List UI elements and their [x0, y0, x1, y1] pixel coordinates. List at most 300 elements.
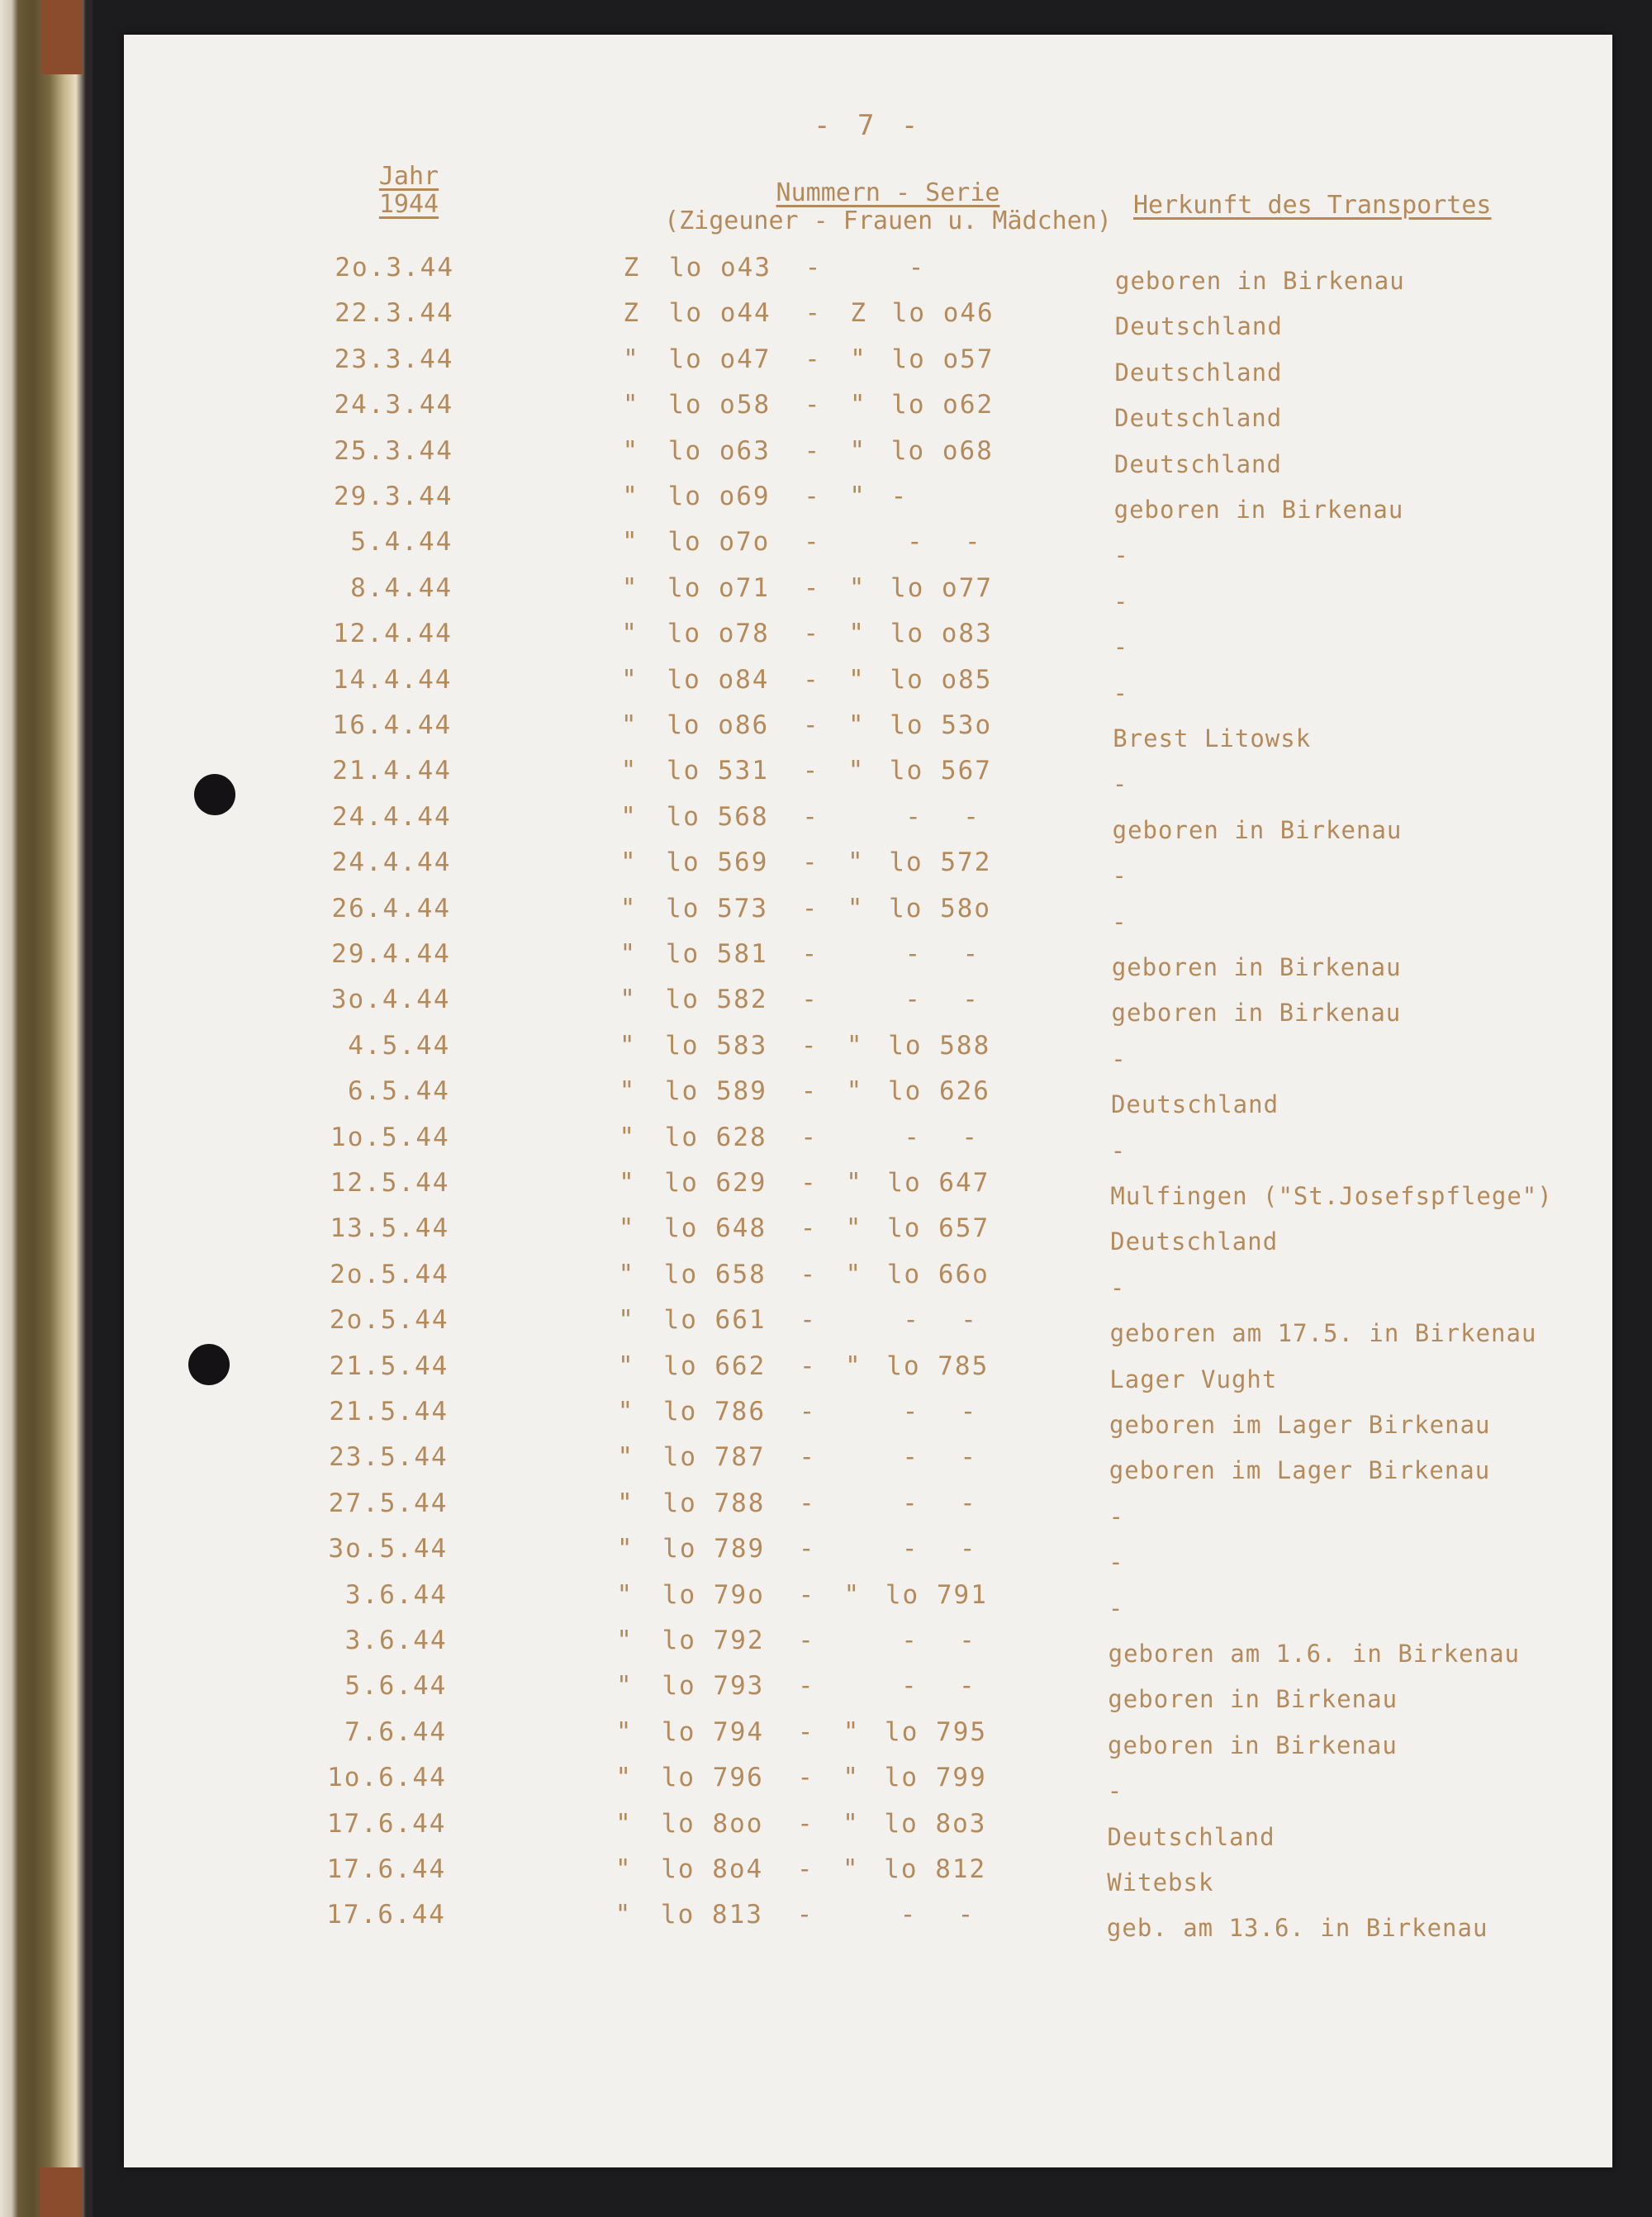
table-row: [124, 251, 1612, 296]
row-number-start: lo o78: [667, 619, 770, 649]
row-dash: -: [802, 710, 820, 740]
table-row: [118, 1350, 1607, 1394]
row-prefix-start: ": [618, 1213, 636, 1244]
row-date: 21.5.44: [329, 1397, 449, 1427]
row-prefix-end: ": [842, 1854, 860, 1884]
row-date: 23.3.44: [334, 344, 454, 374]
table-row: [116, 1898, 1604, 1943]
row-dash: -: [964, 527, 982, 558]
row-prefix-end: ": [849, 390, 867, 420]
row-number-start: lo 589: [664, 1076, 767, 1107]
row-date: 7.6.44: [344, 1716, 448, 1747]
row-origin: geboren in Birkenau: [1111, 999, 1402, 1028]
row-date: 12.4.44: [333, 619, 453, 649]
table-row: [116, 1669, 1605, 1714]
row-origin: -: [1110, 1136, 1127, 1165]
row-number-start: lo o47: [668, 344, 771, 374]
row-dash: -: [908, 253, 926, 282]
row-prefix-start: ": [616, 1579, 634, 1610]
row-origin: -: [1111, 1044, 1127, 1073]
row-number-end: lo 812: [884, 1854, 987, 1884]
row-prefix-start: ": [615, 1671, 634, 1702]
row-origin: Mulfingen ("St.Josefspflege"): [1110, 1182, 1553, 1210]
row-prefix-start: ": [617, 1397, 635, 1427]
table-row: [121, 846, 1609, 890]
table-row: [121, 938, 1609, 982]
table-row: [121, 983, 1609, 1028]
binder-edge: [0, 0, 93, 2217]
row-number-end: lo 795: [885, 1716, 988, 1747]
row-date: 24.4.44: [331, 847, 452, 878]
row-date: 5.6.44: [344, 1671, 448, 1702]
row-dash: -: [961, 1122, 980, 1152]
row-number-end: lo o83: [890, 619, 993, 649]
table-row: [121, 709, 1610, 753]
row-prefix-end: ": [848, 619, 866, 649]
row-origin: geboren in Birkenau: [1113, 496, 1404, 524]
row-date: 5.4.44: [350, 527, 453, 558]
row-prefix-start: ": [617, 1351, 635, 1381]
binder-tab-bottom: [40, 2167, 83, 2217]
row-dash: -: [958, 1671, 976, 1702]
table-row: [122, 617, 1611, 662]
row-number-start: lo 569: [666, 847, 769, 878]
row-prefix-start: ": [620, 847, 638, 878]
row-date: 27.5.44: [328, 1488, 449, 1518]
row-date: 17.6.44: [326, 1900, 446, 1930]
row-origin: geboren im Lager Birkenau: [1108, 1456, 1491, 1485]
row-date: 3o.5.44: [328, 1534, 449, 1564]
row-prefix-start: ": [618, 1305, 635, 1336]
row-dash: -: [963, 801, 980, 832]
row-prefix-start: ": [622, 435, 640, 466]
row-prefix-start: ": [620, 756, 638, 786]
row-number-start: lo 628: [664, 1122, 767, 1152]
row-number-end: lo o62: [891, 390, 995, 420]
row-prefix-end: ": [843, 1579, 862, 1610]
row-dash: -: [797, 1716, 815, 1747]
row-number-end: lo 567: [889, 756, 992, 786]
row-number-end: lo 791: [885, 1579, 988, 1610]
table-row: [119, 1303, 1607, 1348]
row-dash: -: [901, 1626, 919, 1655]
row-dash: -: [798, 1626, 815, 1655]
row-number-start: lo o63: [667, 435, 771, 466]
row-number-end: lo o46: [891, 298, 995, 329]
row-number-end: lo 58o: [889, 893, 992, 923]
row-date: 26.4.44: [331, 893, 452, 923]
binder-tab: [41, 0, 83, 74]
header-series-column: [632, 179, 1144, 235]
table-row: [117, 1578, 1606, 1623]
row-origin: Deutschland: [1107, 1822, 1275, 1851]
row-date: 21.5.44: [329, 1351, 449, 1381]
row-number-start: lo o7o: [667, 527, 771, 558]
row-dash: -: [903, 1305, 920, 1336]
header-series-subtitle: (Zigeuner - Frauen u. Mädchen): [664, 207, 1112, 235]
row-prefix-start: ": [616, 1626, 634, 1655]
row-number-start: lo 648: [664, 1213, 767, 1244]
table-row: [116, 1716, 1605, 1760]
row-date: 3.6.44: [344, 1579, 448, 1610]
row-number-start: lo 658: [663, 1259, 767, 1289]
table-row: [122, 525, 1611, 570]
row-number-start: lo 79o: [662, 1579, 765, 1610]
row-dash: -: [803, 527, 821, 558]
header-jahr: Jahr: [378, 162, 439, 191]
row-dash: -: [799, 1442, 817, 1473]
row-prefix-start: ": [620, 985, 637, 1015]
row-prefix-start: ": [620, 710, 638, 740]
row-origin: geb. am 13.6. in Birkenau: [1106, 1914, 1488, 1943]
row-number-end: lo 799: [884, 1763, 987, 1793]
row-date: 2o.3.44: [335, 253, 454, 282]
row-origin: geboren in Birkenau: [1108, 1685, 1398, 1714]
row-number-end: lo 647: [887, 1168, 990, 1198]
row-date: 23.5.44: [329, 1442, 449, 1473]
row-prefix-end: ": [847, 710, 866, 740]
row-number-start: lo 8o4: [661, 1854, 764, 1884]
row-origin: Brest Litowsk: [1113, 724, 1312, 752]
table-row: [120, 1029, 1608, 1074]
table-row: [117, 1532, 1606, 1577]
row-dash: -: [902, 1397, 920, 1427]
row-prefix-start: Z: [623, 298, 641, 329]
row-origin: Deutschland: [1113, 449, 1282, 478]
row-origin: geboren am 17.5. in Birkenau: [1109, 1319, 1537, 1348]
row-dash: -: [900, 1671, 919, 1702]
row-origin: -: [1108, 1502, 1124, 1531]
row-dash: -: [797, 1808, 814, 1839]
table-row: [123, 434, 1612, 479]
row-prefix-start: ": [615, 1716, 634, 1747]
row-number-end: lo 572: [889, 847, 992, 878]
row-prefix-start: ": [615, 1808, 633, 1839]
row-dash: -: [801, 893, 819, 923]
row-prefix-start: ": [621, 664, 638, 695]
row-date: 1o.5.44: [330, 1122, 450, 1152]
row-origin: Deutschland: [1110, 1090, 1279, 1119]
row-prefix-start: ": [617, 1488, 634, 1518]
row-prefix-end: ": [844, 1351, 862, 1381]
row-dash: -: [797, 1671, 815, 1702]
row-number-start: lo 581: [665, 939, 768, 969]
row-origin: -: [1112, 770, 1128, 799]
row-number-start: lo o58: [668, 390, 771, 420]
table-row: [123, 343, 1612, 387]
row-prefix-start: ": [623, 344, 640, 374]
row-prefix-end: ": [848, 572, 866, 603]
row-origin: -: [1109, 1273, 1126, 1302]
row-dash: -: [800, 1305, 817, 1336]
row-prefix-end: ": [849, 482, 866, 511]
row-prefix-start: ": [618, 1259, 636, 1289]
row-dash: -: [800, 1168, 818, 1198]
row-dash: -: [905, 801, 923, 832]
row-prefix-start: ": [621, 572, 639, 603]
row-date: 29.3.44: [333, 482, 453, 511]
row-origin: -: [1112, 907, 1127, 936]
row-dash: -: [960, 1442, 978, 1473]
row-number-start: lo o43: [669, 253, 771, 282]
row-prefix-start: ": [619, 1122, 637, 1152]
table-row: [121, 800, 1610, 845]
table-row: [116, 1853, 1604, 1897]
table-row: [119, 1258, 1607, 1303]
table-row: [116, 1761, 1605, 1806]
row-prefix-start: ": [621, 527, 639, 558]
row-dash: -: [803, 619, 821, 649]
row-dash: -: [904, 1122, 922, 1152]
row-dash: -: [798, 1579, 816, 1610]
row-date: 22.3.44: [335, 298, 454, 329]
row-date: 29.4.44: [331, 939, 451, 969]
row-dash: -: [805, 344, 822, 374]
row-number-end: lo 53o: [890, 710, 993, 740]
row-date: 17.6.44: [326, 1808, 447, 1839]
row-prefix-start: ": [620, 939, 638, 969]
row-origin: -: [1107, 1777, 1123, 1806]
row-origin: geboren im Lager Birkenau: [1109, 1411, 1491, 1439]
row-prefix-start: ": [615, 1900, 633, 1930]
row-number-end: lo 785: [886, 1351, 990, 1381]
row-date: 8.4.44: [350, 572, 453, 603]
row-dash: -: [799, 1488, 816, 1518]
row-number-start: lo 794: [662, 1716, 765, 1747]
row-number-end: lo 626: [887, 1076, 990, 1107]
row-number-end: lo o85: [890, 664, 993, 695]
row-origin: -: [1113, 586, 1129, 615]
document-sheet: [124, 35, 1612, 2167]
row-number-start: lo 788: [662, 1488, 766, 1518]
table-row: [124, 297, 1612, 341]
table-row: [120, 1075, 1608, 1119]
row-dash: -: [800, 1030, 819, 1061]
table-row: [121, 663, 1610, 708]
row-prefix-start: ": [622, 390, 640, 420]
table-row: [123, 388, 1612, 433]
row-date: 6.5.44: [347, 1076, 450, 1107]
row-prefix-start: ": [619, 1168, 636, 1198]
row-dash: -: [804, 390, 822, 420]
row-dash: -: [801, 939, 819, 969]
page-number: - 7 -: [814, 109, 923, 142]
row-origin: geboren in Birkenau: [1115, 267, 1405, 295]
table-row: [118, 1441, 1607, 1485]
row-date: 3.6.44: [344, 1626, 448, 1655]
row-prefix-end: ": [848, 664, 866, 695]
row-dash: -: [962, 939, 980, 969]
row-dash: -: [797, 1763, 815, 1793]
row-prefix-end: ": [845, 1213, 863, 1244]
row-number-start: lo o71: [667, 572, 771, 603]
row-number-end: lo o57: [891, 344, 995, 374]
row-number-start: lo o69: [667, 482, 771, 511]
header-origin: Herkunft des Transportes: [1133, 191, 1492, 220]
row-dash: -: [960, 1488, 977, 1518]
row-date: 1o.6.44: [327, 1763, 447, 1793]
row-prefix-end: ": [849, 435, 867, 466]
row-date: 4.5.44: [348, 1030, 451, 1061]
row-dash: -: [901, 1534, 919, 1564]
row-number-start: lo 568: [666, 801, 769, 832]
row-origin: geboren in Birkenau: [1108, 1730, 1398, 1759]
row-date: 14.4.44: [332, 664, 453, 695]
row-origin: Deutschland: [1114, 358, 1283, 387]
row-number-start: lo 8oo: [661, 1808, 764, 1839]
row-date: 25.3.44: [334, 435, 453, 466]
row-number-start: lo 796: [661, 1763, 764, 1793]
table-row: [122, 572, 1611, 616]
table-row: [117, 1487, 1606, 1531]
row-dash: -: [799, 1351, 817, 1381]
row-origin: geboren am 1.6. in Birkenau: [1108, 1640, 1521, 1668]
row-origin: -: [1108, 1548, 1124, 1577]
row-number-start: lo 792: [662, 1626, 765, 1655]
row-origin: Deutschland: [1114, 312, 1283, 341]
row-prefix-end: Z: [850, 298, 868, 329]
row-dash: -: [959, 1626, 976, 1655]
table-row: [120, 1121, 1608, 1165]
row-prefix-start: ": [620, 893, 638, 923]
table-row: [116, 1807, 1604, 1852]
row-date: 24.4.44: [331, 801, 452, 832]
row-dash: -: [803, 572, 821, 603]
row-prefix-start: ": [622, 482, 639, 511]
row-number-end: lo 588: [888, 1030, 991, 1061]
row-prefix-start: Z: [623, 253, 641, 282]
row-number-end: lo 8o3: [884, 1808, 987, 1839]
row-prefix-start: ": [615, 1854, 633, 1884]
row-origin: Lager Vught: [1109, 1365, 1278, 1393]
row-dash: -: [900, 1900, 918, 1930]
table-row: [117, 1624, 1606, 1669]
row-dash: -: [800, 1122, 819, 1152]
row-number-start: lo 793: [662, 1671, 765, 1702]
table-row: [118, 1395, 1607, 1440]
row-prefix-start: ": [616, 1534, 634, 1564]
row-prefix-end: ": [843, 1716, 861, 1747]
row-prefix-end: ": [846, 1076, 864, 1107]
row-origin: -: [1113, 633, 1129, 662]
table-row: [119, 1212, 1607, 1256]
row-number-start: lo 661: [663, 1305, 767, 1336]
row-number-start: lo 789: [662, 1534, 766, 1564]
row-prefix-start: ": [617, 1442, 635, 1473]
row-number-end: lo 66o: [886, 1259, 990, 1289]
row-dash: -: [801, 985, 819, 1015]
row-dash: -: [799, 1397, 817, 1427]
row-dash: -: [796, 1900, 814, 1930]
row-number-start: lo 582: [665, 985, 768, 1015]
row-dash: -: [800, 1213, 818, 1244]
row-dash: -: [902, 1442, 920, 1473]
row-dash: -: [962, 985, 980, 1015]
row-dash: -: [804, 435, 822, 466]
row-number-start: lo 583: [665, 1030, 768, 1061]
row-dash: -: [803, 664, 820, 695]
row-dash: -: [906, 527, 924, 558]
row-dash: -: [902, 1488, 919, 1518]
row-dash: -: [800, 1076, 819, 1107]
row-number-start: lo 573: [666, 893, 769, 923]
row-prefix-end: ": [843, 1763, 861, 1793]
row-origin: -: [1113, 541, 1129, 570]
row-date: 2o.5.44: [330, 1259, 449, 1289]
table-row: [121, 892, 1609, 937]
row-origin: -: [1108, 1593, 1124, 1622]
row-number-start: lo 531: [666, 756, 769, 786]
row-prefix-start: ": [620, 801, 638, 832]
row-dash: -: [961, 1305, 978, 1336]
table-row: [119, 1166, 1607, 1211]
row-number-start: lo 662: [663, 1351, 767, 1381]
row-dash: -: [805, 298, 823, 329]
row-prefix-start: ": [621, 619, 639, 649]
row-origin: -: [1113, 678, 1128, 707]
row-dash: -: [802, 801, 819, 832]
row-prefix-end: ": [843, 1808, 860, 1839]
row-date: 3o.4.44: [330, 985, 451, 1015]
row-dash: -: [796, 1854, 814, 1884]
row-prefix-end: ": [846, 1030, 864, 1061]
row-dash: -: [805, 253, 823, 282]
row-origin: Witebsk: [1107, 1868, 1214, 1897]
row-origin: geboren in Birkenau: [1112, 815, 1403, 844]
row-date: 17.6.44: [326, 1854, 447, 1884]
row-origin: Deutschland: [1110, 1227, 1279, 1256]
row-number-end: -: [890, 482, 909, 511]
row-number-start: lo 786: [663, 1397, 766, 1427]
row-number-start: lo o44: [668, 298, 771, 329]
row-dash: -: [800, 1259, 818, 1289]
row-date: 13.5.44: [330, 1213, 450, 1244]
row-number-end: lo o68: [890, 435, 994, 466]
row-prefix-end: ": [845, 1259, 863, 1289]
row-dash: -: [960, 1397, 978, 1427]
row-dash: -: [798, 1534, 816, 1564]
row-dash: -: [959, 1534, 977, 1564]
row-prefix-end: ": [847, 756, 866, 786]
row-dash: -: [904, 939, 923, 969]
row-origin: -: [1112, 862, 1127, 890]
row-prefix-start: ": [619, 1076, 637, 1107]
row-number-end: lo o77: [890, 572, 994, 603]
row-date: 24.3.44: [334, 390, 454, 420]
row-date: 21.4.44: [332, 756, 452, 786]
row-origin: geboren in Birkenau: [1111, 953, 1402, 981]
header-series-title: Nummern - Serie: [776, 178, 1000, 207]
row-prefix-end: ": [847, 893, 865, 923]
row-date: 2o.5.44: [329, 1305, 449, 1336]
row-dash: -: [957, 1900, 976, 1930]
row-prefix-end: ": [847, 847, 865, 878]
row-prefix-start: ": [619, 1030, 637, 1061]
row-origin: Deutschland: [1114, 404, 1283, 433]
row-number-start: lo 787: [662, 1442, 766, 1473]
table-row: [123, 480, 1612, 525]
row-dash: -: [802, 756, 820, 786]
row-number-end: lo 657: [887, 1213, 990, 1244]
row-number-start: lo 629: [664, 1168, 767, 1198]
header-year-column: [355, 163, 463, 219]
row-prefix-end: ": [850, 344, 867, 374]
row-dash: -: [904, 985, 922, 1015]
row-dash: -: [804, 482, 821, 511]
row-number-start: lo o84: [667, 664, 770, 695]
row-dash: -: [802, 847, 819, 878]
row-date: 12.5.44: [330, 1168, 450, 1198]
